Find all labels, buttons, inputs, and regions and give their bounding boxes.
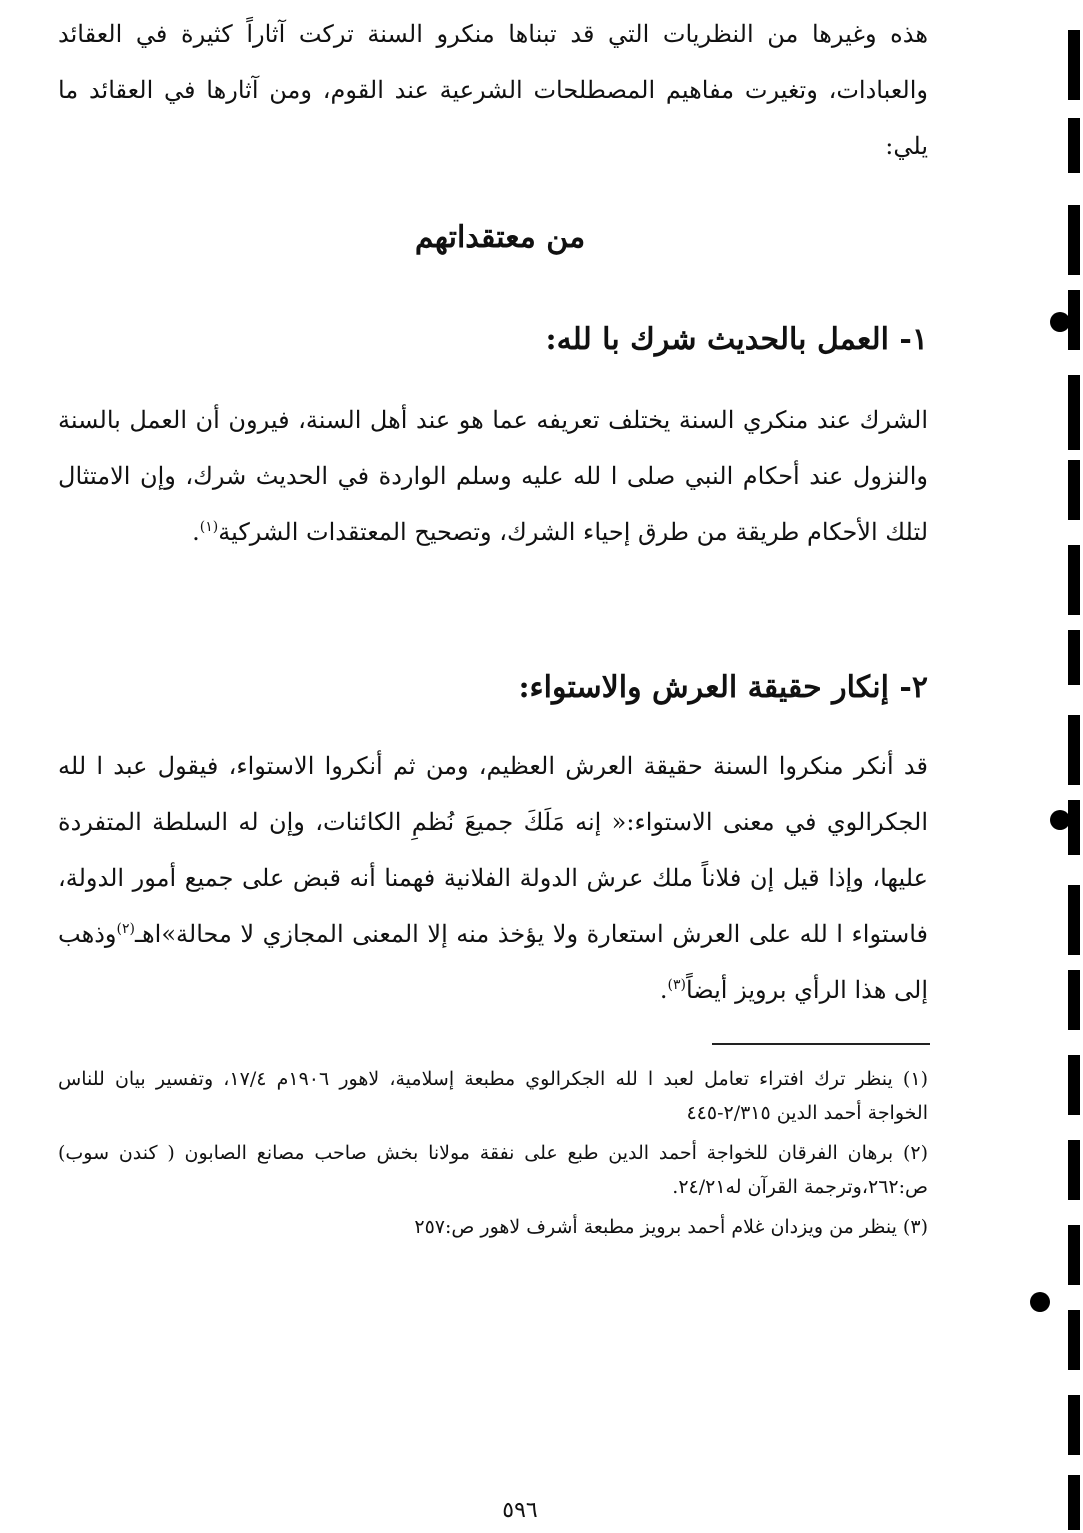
binding-mark bbox=[1068, 118, 1080, 173]
binding-mark bbox=[1068, 1475, 1080, 1530]
paragraph-1 bbox=[58, 392, 928, 560]
paragraph-2 bbox=[58, 738, 928, 1018]
punch-hole bbox=[1050, 810, 1070, 830]
heading-1: ١- العمل بالحديث شرك با لله: bbox=[545, 322, 928, 357]
footnote-ref-3[interactable]: (٣) bbox=[667, 977, 686, 993]
paragraph-2-end: . bbox=[659, 976, 668, 1004]
footnote-ref-2[interactable]: (٢) bbox=[116, 921, 135, 937]
punch-hole bbox=[1050, 312, 1070, 332]
punch-hole bbox=[1030, 1292, 1050, 1312]
footnotes bbox=[58, 1062, 928, 1250]
binding-mark bbox=[1068, 1310, 1080, 1370]
footnote-separator bbox=[712, 1043, 930, 1045]
binding-mark bbox=[1068, 970, 1080, 1030]
footnote-2: (٢) برهان الفرقان للخواجة أحمد الدين طبع على نفقة مولانا بخش صاحب مصانع الصابون ( كندن سوب) ص:٢٦٢،وترجمة القرآن له٢٤/٢١. bbox=[58, 1142, 928, 1198]
binding-mark bbox=[1068, 545, 1080, 615]
binding-mark bbox=[1068, 1140, 1080, 1200]
binding-mark bbox=[1068, 630, 1080, 685]
binding-mark bbox=[1068, 800, 1080, 855]
intro-paragraph: هذه وغيرها من النظريات التي قد تبناها منكرو السنة تركت آثاراً كثيرة في العقائد والعبادات، وتغيرت مفاهيم المصطلحات الشرعية عند القوم، ومن آثارها في العقائد ما يلي: bbox=[58, 20, 928, 160]
section-title: من معتقداتهم bbox=[414, 220, 586, 255]
footnote-ref-1[interactable]: (١) bbox=[199, 519, 219, 535]
binding-mark bbox=[1068, 205, 1080, 275]
binding-mark bbox=[1068, 375, 1080, 450]
footnote-1: (١) ينظر ترك افتراء تعامل لعبد ا لله الجكرالوي مطبعة إسلامية، لاهور ١٩٠٦م ١٧/٤، وتفسير بيان للناس الخواجة أحمد الدين ٢/٣١٥-٤٤٥ bbox=[58, 1068, 928, 1124]
binding-mark bbox=[1068, 1055, 1080, 1115]
paragraph-1-end: . bbox=[192, 518, 200, 546]
binding-mark bbox=[1068, 460, 1080, 520]
binding-mark bbox=[1068, 715, 1080, 785]
footnote-3: (٣) ينظر من ويزدان غلام أحمد برويز مطبعة أشرف لاهور ص:٢٥٧ bbox=[414, 1216, 928, 1238]
binding-mark bbox=[1068, 885, 1080, 955]
paragraph-2-text: قد أنكر منكروا السنة حقيقة العرش العظيم، ومن ثم أنكروا الاستواء، فيقول عبد ا لله الجكرالوي في معنى الاستواء:« إنه مَلَكَ جميعَ نُظمِ الكائنات، وإن له السلطة المتفردة عليها، وإذا قيل إن فلاناً ملك عرش الدولة الفلانية فهمنا أنه قبض على جميع أمور الدولة، فاستواء ا لله على العرش استعارة ولا يؤخذ منه إلا المعنى المجازي لا محالة»اهـ bbox=[58, 752, 928, 948]
paragraph-1-text: الشرك عند منكري السنة يختلف تعريفه عما هو عند أهل السنة، فيرون أن العمل بالسنة والنزول عند أحكام النبي صلى ا لله عليه وسلم الواردة في الحديث شرك، وإن الامتثال لتلك الأحكام طريقة من طرق إحياء الشرك، وتصحيح المعتقدات الشركية bbox=[58, 406, 928, 546]
paragraph-2-cont: وذهب إلى هذا الرأي برويز أيضاً bbox=[58, 920, 928, 1004]
binding-mark bbox=[1068, 1225, 1080, 1285]
binding-mark bbox=[1068, 1395, 1080, 1455]
page-number: ٥٩٦ bbox=[502, 1498, 538, 1523]
heading-2: ٢- إنكار حقيقة العرش والاستواء: bbox=[518, 670, 928, 705]
binding-mark bbox=[1068, 30, 1080, 100]
